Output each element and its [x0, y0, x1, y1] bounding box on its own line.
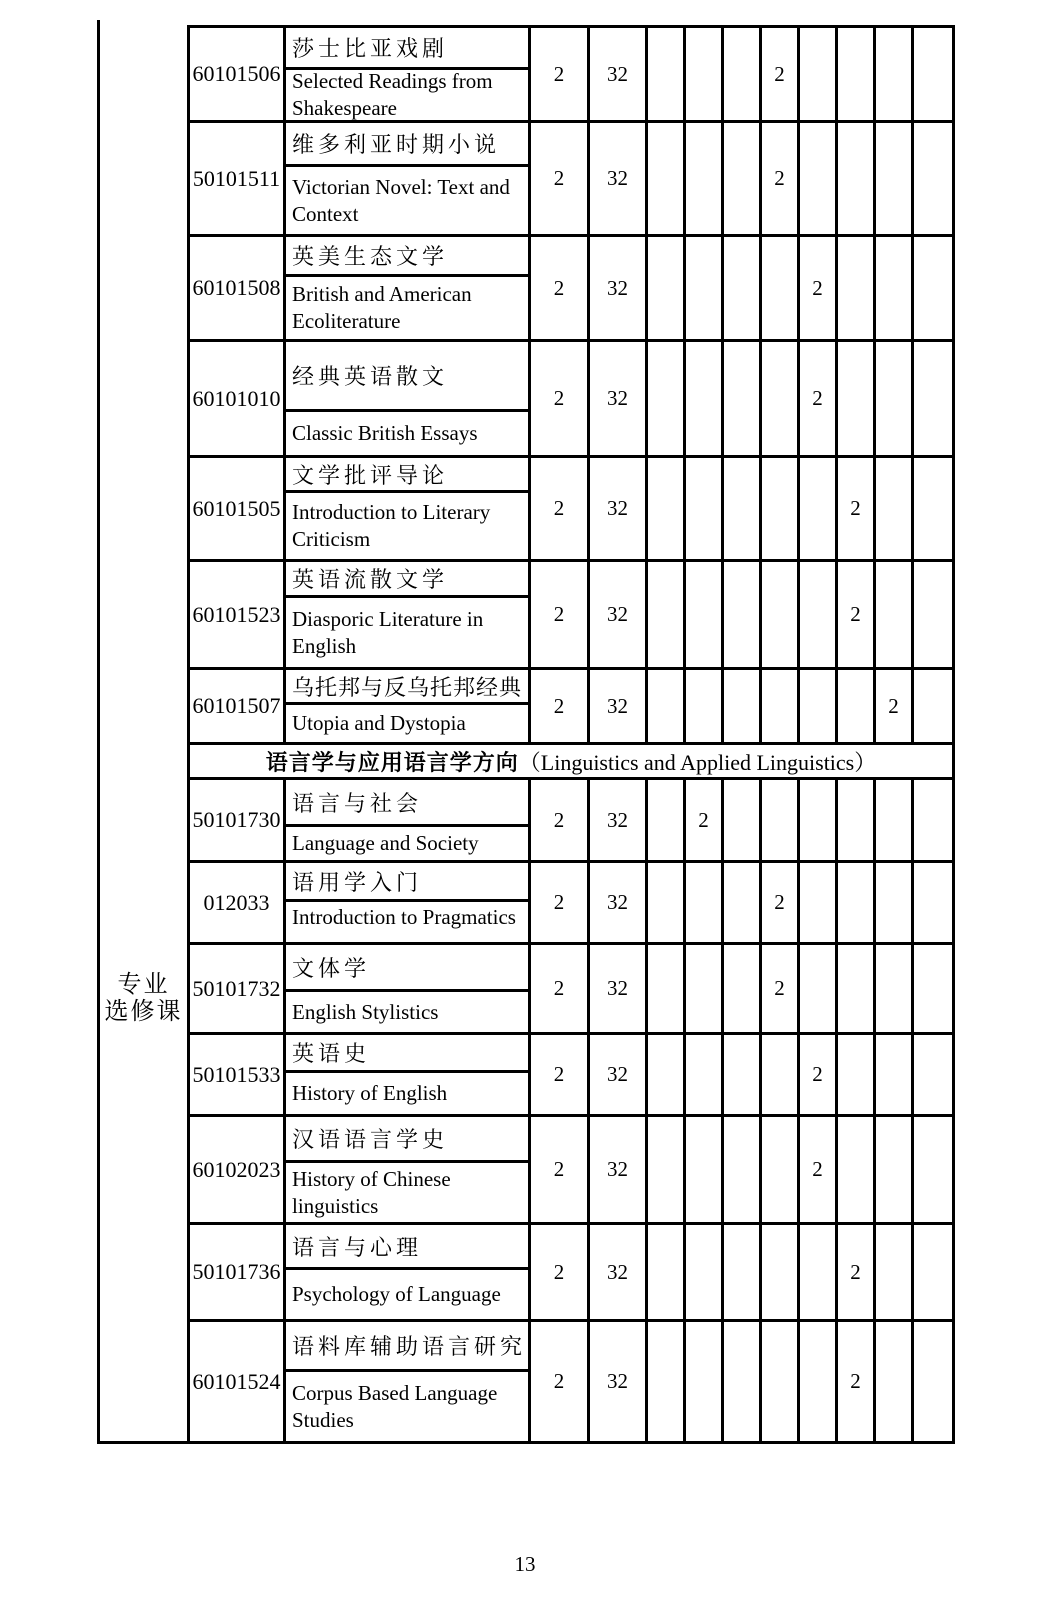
- credits-cell: 2: [531, 458, 590, 559]
- course-name-cn: 汉语语言学史: [286, 1117, 528, 1163]
- course-name-en: Introduction to Pragmatics: [292, 905, 516, 929]
- semester-8-cell: [914, 123, 952, 234]
- semester-4-cell: [762, 1117, 800, 1222]
- semester-2-cell: [686, 28, 724, 120]
- semester-6-cell: [838, 237, 876, 339]
- semester-7-cell: [876, 945, 914, 1032]
- course-name-en: English Stylistics: [292, 999, 439, 1024]
- semester-4-cell: 2: [762, 123, 800, 234]
- credits-cell: 2: [531, 780, 590, 860]
- semester-1-cell: [648, 1117, 686, 1222]
- course-name-en: Diasporic Literature in English: [292, 606, 484, 658]
- semester-1-cell: [648, 458, 686, 559]
- semester-3-cell: [724, 123, 762, 234]
- hours-cell: 32: [590, 945, 648, 1032]
- course-code: 012033: [190, 863, 286, 942]
- semester-6-cell: [838, 1035, 876, 1114]
- semester-4-cell: [762, 780, 800, 860]
- semester-4-cell: [762, 562, 800, 667]
- course-row: [190, 863, 952, 945]
- course-name-en: Utopia and Dystopia: [292, 711, 466, 735]
- course-name-cell: [286, 562, 531, 667]
- credits-cell: 2: [531, 237, 590, 339]
- semester-4-cell: 2: [762, 28, 800, 120]
- course-name-cell: [286, 1117, 531, 1222]
- course-name-cell: [286, 458, 531, 559]
- semester-7-cell: [876, 123, 914, 234]
- course-row: [190, 123, 952, 237]
- semester-2-cell: [686, 863, 724, 942]
- semester-1-cell: [648, 123, 686, 234]
- credits-cell: 2: [531, 1035, 590, 1114]
- course-name-en: History of English: [292, 1081, 448, 1105]
- curriculum-table: [187, 25, 955, 1444]
- semester-3-cell: [724, 342, 762, 455]
- course-row: [190, 237, 952, 342]
- section-header-row: [190, 745, 952, 780]
- semester-2-cell: 2: [686, 780, 724, 860]
- semester-8-cell: [914, 670, 952, 742]
- course-code: 50101732: [190, 945, 286, 1032]
- course-code: 60101524: [190, 1322, 286, 1441]
- hours-cell: 32: [590, 670, 648, 742]
- course-name-cell: [286, 1225, 531, 1319]
- course-code: 60101010: [190, 342, 286, 455]
- semester-3-cell: [724, 562, 762, 667]
- semester-7-cell: [876, 1225, 914, 1319]
- course-name-cn: 英语史: [286, 1035, 528, 1073]
- semester-8-cell: [914, 342, 952, 455]
- semester-5-cell: 2: [800, 237, 838, 339]
- semester-8-cell: [914, 945, 952, 1032]
- course-row: [190, 780, 952, 863]
- hours-cell: 32: [590, 458, 648, 559]
- semester-8-cell: [914, 1035, 952, 1114]
- credits-cell: 2: [531, 670, 590, 742]
- semester-2-cell: [686, 342, 724, 455]
- course-row: [190, 458, 952, 562]
- semester-2-cell: [686, 1225, 724, 1319]
- course-code: 50101730: [190, 780, 286, 860]
- semester-5-cell: [800, 562, 838, 667]
- semester-6-cell: [838, 945, 876, 1032]
- course-name-cell: [286, 123, 531, 234]
- semester-3-cell: [724, 1322, 762, 1441]
- semester-8-cell: [914, 1225, 952, 1319]
- semester-2-cell: [686, 1117, 724, 1222]
- semester-6-cell: [838, 863, 876, 942]
- semester-3-cell: [724, 670, 762, 742]
- hours-cell: 32: [590, 342, 648, 455]
- semester-2-cell: [686, 458, 724, 559]
- semester-6-cell: [838, 670, 876, 742]
- course-name-cn: 语料库辅助语言研究: [286, 1322, 528, 1372]
- course-row: [190, 1117, 952, 1225]
- semester-7-cell: [876, 780, 914, 860]
- semester-3-cell: [724, 1117, 762, 1222]
- semester-6-cell: 2: [838, 1225, 876, 1319]
- course-name-cell: [286, 863, 531, 942]
- semester-1-cell: [648, 1035, 686, 1114]
- course-name-en: History of Chinese linguistics: [292, 1166, 451, 1218]
- hours-cell: 32: [590, 1117, 648, 1222]
- semester-8-cell: [914, 1322, 952, 1441]
- hours-cell: 32: [590, 863, 648, 942]
- course-name-en: Classic British Essays: [292, 421, 478, 445]
- semester-3-cell: [724, 863, 762, 942]
- course-row: [190, 1225, 952, 1322]
- semester-1-cell: [648, 1322, 686, 1441]
- semester-2-cell: [686, 945, 724, 1032]
- semester-1-cell: [648, 237, 686, 339]
- semester-5-cell: [800, 458, 838, 559]
- hours-cell: 32: [590, 780, 648, 860]
- semester-4-cell: [762, 458, 800, 559]
- semester-7-cell: [876, 237, 914, 339]
- hours-cell: 32: [590, 1035, 648, 1114]
- semester-6-cell: [838, 342, 876, 455]
- course-name-cell: [286, 1035, 531, 1114]
- semester-8-cell: [914, 863, 952, 942]
- semester-3-cell: [724, 945, 762, 1032]
- credits-cell: 2: [531, 863, 590, 942]
- semester-6-cell: [838, 28, 876, 120]
- hours-cell: 32: [590, 28, 648, 120]
- course-name-cell: [286, 237, 531, 339]
- course-name-cell: [286, 1322, 531, 1441]
- semester-2-cell: [686, 562, 724, 667]
- course-name-cn: 经典英语散文: [286, 342, 528, 412]
- semester-3-cell: [724, 1225, 762, 1319]
- semester-5-cell: [800, 1322, 838, 1441]
- credits-cell: 2: [531, 1117, 590, 1222]
- course-category-cell: [97, 20, 187, 1444]
- semester-5-cell: [800, 1225, 838, 1319]
- semester-1-cell: [648, 562, 686, 667]
- credits-cell: 2: [531, 342, 590, 455]
- semester-5-cell: [800, 28, 838, 120]
- course-name-cell: [286, 342, 531, 455]
- semester-5-cell: 2: [800, 1117, 838, 1222]
- credits-cell: 2: [531, 28, 590, 120]
- semester-4-cell: 2: [762, 863, 800, 942]
- course-name-cn: 莎士比亚戏剧: [286, 28, 528, 70]
- course-name-cn: 英美生态文学: [286, 237, 528, 277]
- semester-3-cell: [724, 780, 762, 860]
- semester-8-cell: [914, 780, 952, 860]
- semester-5-cell: 2: [800, 342, 838, 455]
- course-name-cell: [286, 780, 531, 860]
- semester-5-cell: [800, 863, 838, 942]
- semester-6-cell: [838, 123, 876, 234]
- semester-1-cell: [648, 780, 686, 860]
- semester-3-cell: [724, 458, 762, 559]
- semester-6-cell: [838, 780, 876, 860]
- course-code: 60102023: [190, 1117, 286, 1222]
- credits-cell: 2: [531, 1225, 590, 1319]
- course-name-cell: [286, 670, 531, 742]
- course-code: 60101505: [190, 458, 286, 559]
- course-category-label: [100, 972, 187, 1026]
- hours-cell: 32: [590, 123, 648, 234]
- course-row: [190, 28, 952, 123]
- semester-8-cell: [914, 28, 952, 120]
- semester-8-cell: [914, 562, 952, 667]
- course-name-en: Corpus Based Language Studies: [292, 1380, 498, 1432]
- course-code: 60101507: [190, 670, 286, 742]
- semester-1-cell: [648, 945, 686, 1032]
- semester-7-cell: [876, 1322, 914, 1441]
- semester-1-cell: [648, 1225, 686, 1319]
- semester-5-cell: [800, 123, 838, 234]
- page-number: 13: [514, 1552, 536, 1576]
- course-name-cn: 语言与社会: [286, 780, 528, 827]
- section-header-cn: 语言学与应用语言学方向: [265, 750, 519, 776]
- course-name-cn: 英语流散文学: [286, 562, 528, 598]
- semester-5-cell: 2: [800, 1035, 838, 1114]
- semester-4-cell: [762, 1322, 800, 1441]
- credits-cell: 2: [531, 123, 590, 234]
- course-name-en: Introduction to Literary Criticism: [292, 500, 491, 551]
- course-row: [190, 1035, 952, 1117]
- course-name-cn: 语言与心理: [286, 1225, 528, 1270]
- semester-2-cell: [686, 123, 724, 234]
- course-code: 60101508: [190, 237, 286, 339]
- semester-7-cell: [876, 1035, 914, 1114]
- course-name-cn: 乌托邦与反乌托邦经典: [286, 670, 528, 705]
- course-name-cn: 文学批评导论: [286, 458, 528, 493]
- semester-4-cell: [762, 670, 800, 742]
- semester-8-cell: [914, 237, 952, 339]
- course-code: 50101511: [190, 123, 286, 234]
- semester-4-cell: [762, 237, 800, 339]
- semester-7-cell: [876, 863, 914, 942]
- semester-1-cell: [648, 342, 686, 455]
- semester-7-cell: [876, 1117, 914, 1222]
- course-code: 60101506: [190, 28, 286, 120]
- semester-6-cell: 2: [838, 1322, 876, 1441]
- semester-7-cell: [876, 562, 914, 667]
- hours-cell: 32: [590, 1322, 648, 1441]
- course-row: [190, 342, 952, 458]
- course-name-en: Victorian Novel: Text and Context: [292, 174, 510, 226]
- semester-5-cell: [800, 780, 838, 860]
- course-name-en: Selected Readings from Shakespeare: [292, 70, 493, 120]
- semester-7-cell: 2: [876, 670, 914, 742]
- semester-5-cell: [800, 945, 838, 1032]
- course-name-en: British and American Ecoliterature: [292, 282, 472, 333]
- course-name-cn: 文体学: [286, 945, 528, 992]
- course-row: [190, 670, 952, 745]
- semester-3-cell: [724, 1035, 762, 1114]
- semester-2-cell: [686, 1322, 724, 1441]
- semester-1-cell: [648, 863, 686, 942]
- course-name-cn: 维多利亚时期小说: [286, 123, 528, 167]
- course-row: [190, 945, 952, 1035]
- course-name-en: Language and Society: [292, 831, 479, 855]
- course-code: 60101523: [190, 562, 286, 667]
- course-name-cell: [286, 945, 531, 1032]
- semester-7-cell: [876, 28, 914, 120]
- hours-cell: 32: [590, 1225, 648, 1319]
- credits-cell: 2: [531, 1322, 590, 1441]
- semester-7-cell: [876, 458, 914, 559]
- semester-3-cell: [724, 28, 762, 120]
- course-category-line1: 专业: [117, 972, 170, 998]
- course-row: [190, 562, 952, 670]
- hours-cell: 32: [590, 562, 648, 667]
- semester-8-cell: [914, 458, 952, 559]
- credits-cell: 2: [531, 562, 590, 667]
- semester-2-cell: [686, 670, 724, 742]
- semester-6-cell: 2: [838, 562, 876, 667]
- semester-6-cell: 2: [838, 458, 876, 559]
- semester-3-cell: [724, 237, 762, 339]
- semester-7-cell: [876, 342, 914, 455]
- course-name-cell: [286, 28, 531, 120]
- hours-cell: 32: [590, 237, 648, 339]
- course-category-line2: 选修课: [104, 999, 183, 1025]
- course-code: 50101533: [190, 1035, 286, 1114]
- semester-4-cell: [762, 342, 800, 455]
- section-header-en: （Linguistics and Applied Linguistics）: [518, 749, 877, 775]
- semester-4-cell: [762, 1035, 800, 1114]
- semester-1-cell: [648, 28, 686, 120]
- course-name-cn: 语用学入门: [286, 863, 528, 902]
- credits-cell: 2: [531, 945, 590, 1032]
- course-code: 50101736: [190, 1225, 286, 1319]
- semester-4-cell: 2: [762, 945, 800, 1032]
- course-row: [190, 1322, 952, 1444]
- semester-6-cell: [838, 1117, 876, 1222]
- semester-2-cell: [686, 1035, 724, 1114]
- semester-5-cell: [800, 670, 838, 742]
- semester-2-cell: [686, 237, 724, 339]
- semester-4-cell: [762, 1225, 800, 1319]
- semester-8-cell: [914, 1117, 952, 1222]
- course-name-en: Psychology of Language: [292, 1282, 501, 1306]
- semester-1-cell: [648, 670, 686, 742]
